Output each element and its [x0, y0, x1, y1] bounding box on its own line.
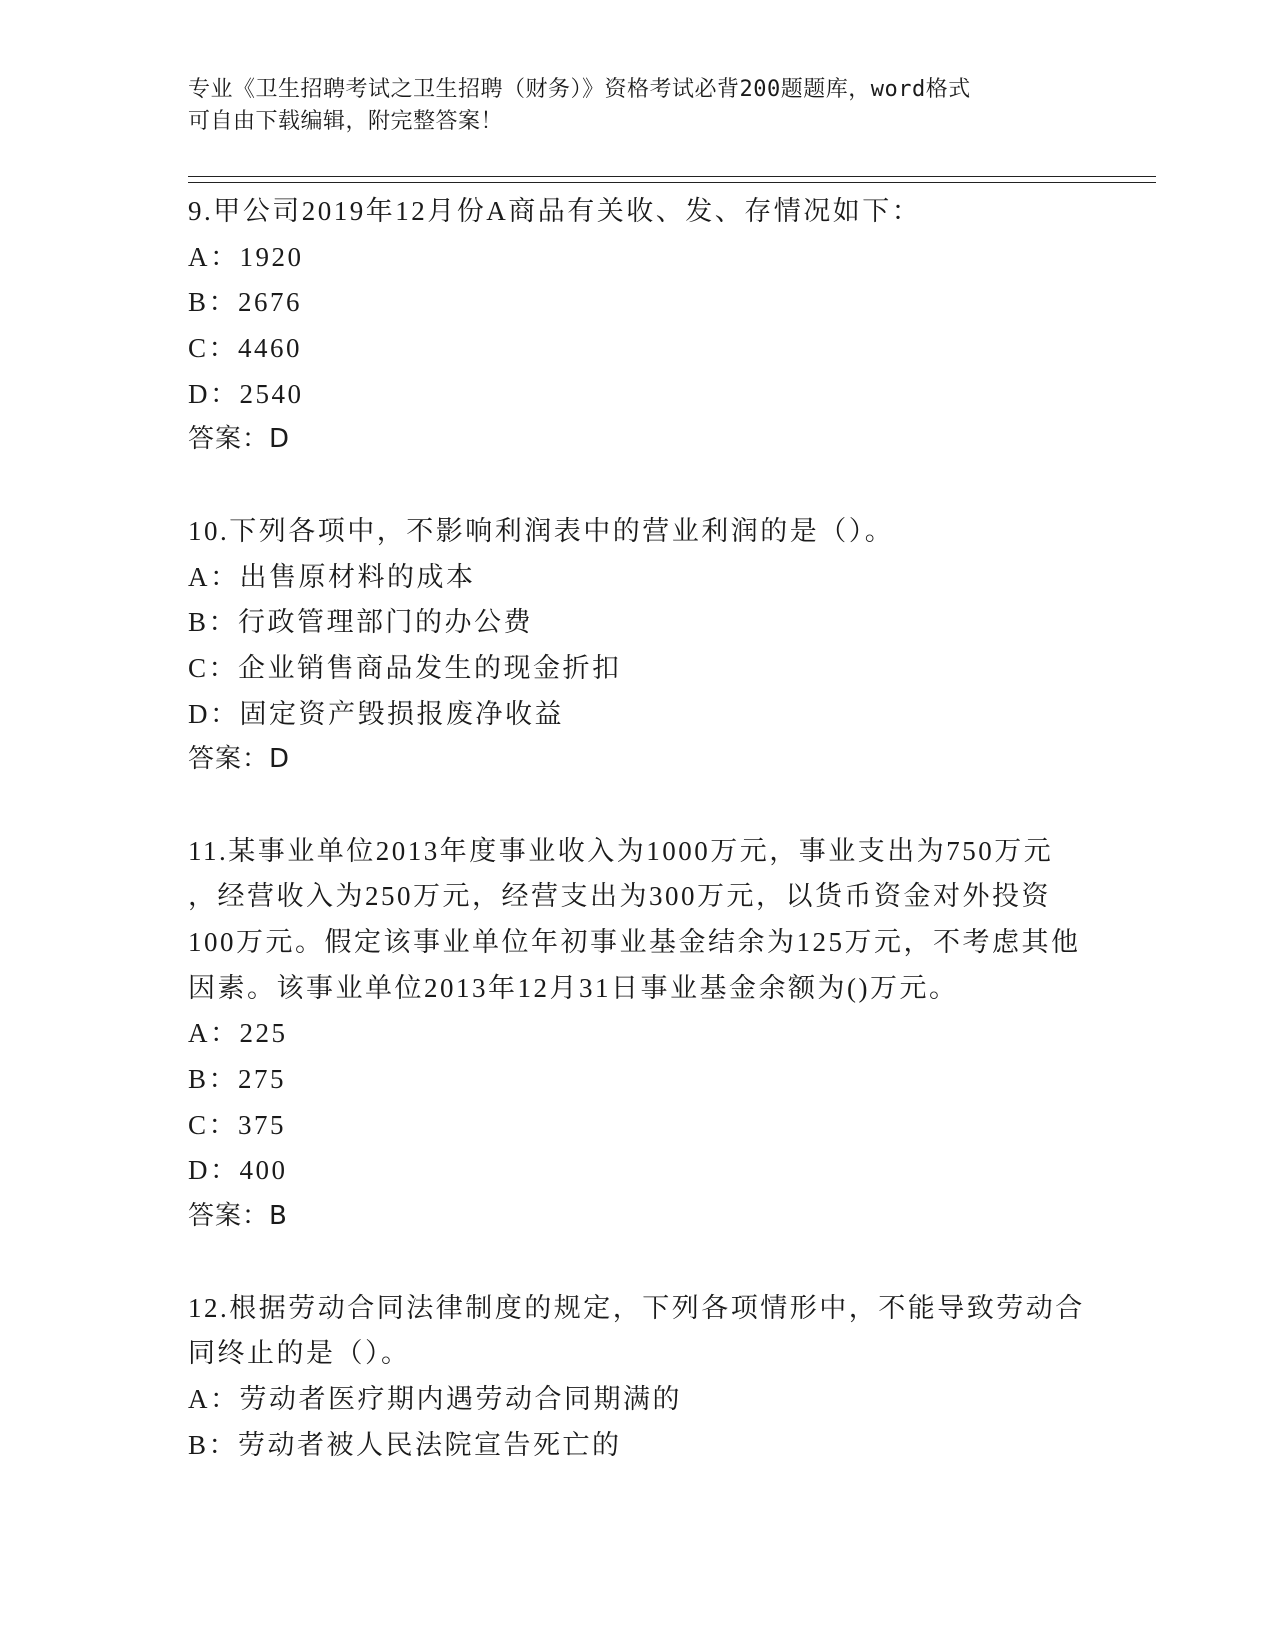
option-b: B：2676	[188, 287, 303, 318]
option-b: B：劳动者被人民法院宣告死亡的	[188, 1429, 622, 1460]
answer: 答案：D	[188, 424, 291, 455]
question-stem-line: 同终止的是（）。	[188, 1338, 411, 1369]
answer: 答案：D	[188, 744, 291, 775]
question-stem-line: ，经营收入为250万元，经营支出为300万元，以货币资金对外投资	[188, 881, 1051, 912]
question-9	[188, 189, 1088, 463]
option-a: A：出售原材料的成本	[188, 561, 476, 592]
header-line-1: 专业《卫生招聘考试之卫生招聘（财务）》资格考试必背200题题库，word格式	[188, 77, 971, 102]
question-stem-line: 因素。该事业单位2013年12月31日事业基金余额为()万元。	[188, 972, 959, 1003]
question-stem: 10.下列各项中，不影响利润表中的营业利润的是（）。	[188, 515, 895, 546]
question-stem-line: 12.根据劳动合同法律制度的规定，下列各项情形中，不能导致劳动合	[188, 1292, 1085, 1323]
question-10	[188, 509, 1088, 783]
option-d: D：400	[188, 1155, 288, 1186]
option-a: A：1920	[188, 241, 304, 272]
question-stem: 9.甲公司2019年12月份A商品有关收、发、存情况如下：	[188, 196, 922, 226]
header-divider-top	[188, 176, 1156, 177]
option-b: B：行政管理部门的办公费	[188, 607, 534, 638]
option-c: C：企业销售商品发生的现金折扣	[188, 652, 622, 683]
option-d: D：固定资产毁损报废净收益	[188, 698, 564, 729]
option-a: A：225	[188, 1018, 288, 1049]
question-stem-line: 100万元。假定该事业单位年初事业基金结余为125万元，不考虑其他	[188, 927, 1081, 957]
document-header	[188, 74, 1088, 138]
spacer	[188, 783, 1088, 829]
question-11	[188, 829, 1088, 1240]
option-d: D：2540	[188, 378, 304, 409]
question-list	[188, 189, 1088, 1468]
option-a: A：劳动者医疗期内遇劳动合同期满的	[188, 1383, 682, 1414]
header-divider-bottom	[188, 182, 1156, 183]
option-c: C：375	[188, 1109, 287, 1140]
answer: 答案：B	[188, 1201, 288, 1232]
question-stem-line: 11.某事业单位2013年度事业收入为1000万元，事业支出为750万元	[188, 835, 1054, 866]
spacer	[188, 463, 1088, 509]
option-c: C：4460	[188, 333, 303, 364]
header-line-2: 可自由下载编辑，附完整答案！	[188, 109, 504, 134]
question-12	[188, 1286, 1088, 1469]
option-b: B：275	[188, 1064, 287, 1095]
spacer	[188, 1240, 1088, 1286]
